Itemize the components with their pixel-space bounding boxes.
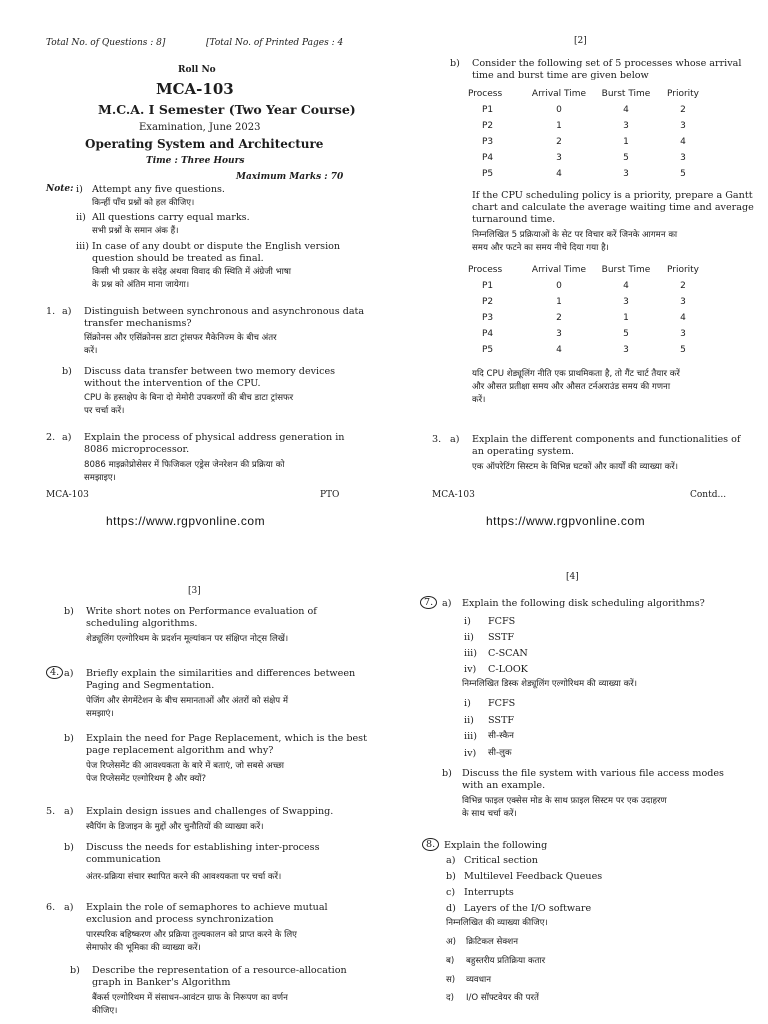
q7b-label: b)	[442, 768, 452, 779]
q2b-hindi-instruction-2: और औसत प्रतीक्षा समय और औसत टर्नअराउंड समय की गणना	[472, 382, 671, 392]
cell-process: P4	[482, 329, 494, 339]
q3a-text-2: an operating system.	[472, 446, 575, 457]
q7a-hindi-item-3: सी-स्कैन	[488, 731, 514, 741]
q7-number	[420, 596, 437, 609]
q1a-hindi-2: करें।	[84, 346, 98, 356]
q6a-text-2: exclusion and process synchronization	[86, 914, 274, 925]
cell-arrival: 1	[556, 297, 562, 307]
table-row	[468, 342, 708, 358]
note-label: Note:	[46, 184, 74, 194]
cell-burst: 3	[623, 169, 629, 179]
q8-hindi-item-c: व्यवधान	[466, 975, 491, 985]
q3b-text-2: scheduling algorithms.	[86, 618, 198, 629]
cell-process: P2	[482, 297, 494, 307]
process-table-header	[468, 262, 708, 278]
q5-number: 5.	[46, 806, 56, 817]
cell-arrival: 0	[556, 281, 562, 291]
q4b-label: b)	[64, 733, 74, 744]
cell-arrival: 2	[556, 313, 562, 323]
q7a-item-4: C-LOOK	[488, 664, 528, 675]
q5a-text: Explain design issues and challenges of Swapping.	[86, 806, 334, 817]
cell-burst: 1	[623, 137, 629, 147]
q6b-text: Describe the representation of a resource-allocation	[92, 965, 347, 976]
table-row	[468, 150, 708, 166]
q7a-item-1: FCFS	[488, 616, 516, 627]
max-marks: Maximum Marks : 70	[236, 172, 344, 182]
cell-priority: 3	[680, 297, 686, 307]
q8-item-a-num: a)	[446, 855, 456, 866]
q3b-hindi: शेड्यूलिंग एल्गोरिथम के प्रदर्शन मूल्यांकन पर संक्षिप्त नोट्स लिखें।	[86, 634, 289, 644]
cell-burst: 1	[623, 313, 629, 323]
note-3-hi-2: के प्रश्न को अंतिम माना जायेगा।	[92, 280, 190, 290]
q7b-text: Discuss the file system with various file access modes	[462, 768, 724, 779]
q7a-item-3-num: iii)	[464, 648, 477, 659]
page-number: [2]	[574, 36, 587, 46]
col-priority: Priority	[666, 89, 700, 99]
q7a-hindi: निम्नलिखित डिस्क शेड्यूलिंग एल्गोरिथम की व्याख्या करें।	[462, 679, 637, 689]
q7a-item-2-num: ii)	[464, 632, 474, 643]
q1b-hindi: CPU के हस्तक्षेप के बिना दो मेमोरी उपकरणों की बीच डाटा ट्रांसफर	[84, 393, 294, 403]
cell-arrival: 1	[556, 121, 562, 131]
q8-item-c: Interrupts	[464, 887, 514, 898]
exam-time: Time : Three Hours	[146, 156, 245, 166]
q2b-instruction: If the CPU scheduling policy is a priority, prepare a Gantt	[472, 190, 753, 201]
col-process: Process	[468, 89, 503, 99]
q8-hindi-item-a-num: अ)	[446, 937, 456, 947]
note-3-en-2: question should be treated as final.	[92, 253, 264, 264]
footer-code: MCA-103	[46, 490, 89, 500]
q5a-hindi: स्वैपिंग के डिजाइन के मुद्दों और चुनौतियों की व्याख्या करें।	[86, 822, 264, 832]
cell-arrival: 3	[556, 153, 562, 163]
page-number: [4]	[566, 572, 579, 582]
cell-process: P5	[482, 169, 494, 179]
col-process: Process	[468, 265, 503, 275]
course-name: M.C.A. I Semester (Two Year Course)	[98, 102, 356, 117]
q5a-label: a)	[64, 806, 74, 817]
q2-number: 2.	[46, 432, 56, 443]
exam-page-3	[0, 512, 384, 1024]
q6a-text: Explain the role of semaphores to achieve mutual	[86, 902, 328, 913]
q7a-item-1-num: i)	[464, 616, 471, 627]
col-arrival-time: Arrival Time	[531, 265, 587, 275]
q7-circled-number: 7.	[420, 596, 437, 609]
table-row	[468, 134, 708, 150]
q7b-hindi: विभिन्न फाइल एक्सेस मोड के साथ फ़ाइल सिस्टम पर एक उदाहरण	[462, 796, 667, 806]
footer-code: MCA-103	[432, 490, 475, 500]
cell-priority: 3	[680, 329, 686, 339]
q8-hindi-item-b-num: ब)	[446, 956, 455, 966]
q7a-hindi-item-1: FCFS	[488, 698, 516, 709]
q1a-label: a)	[62, 306, 72, 317]
cell-burst: 3	[623, 121, 629, 131]
note-2-num: ii)	[76, 212, 86, 223]
cell-arrival: 2	[556, 137, 562, 147]
q6a-hindi: पारस्परिक बहिष्करण और प्रक्रिया तुल्यकालन को प्राप्त करने के लिए	[86, 930, 297, 940]
exam-page-2	[384, 0, 768, 528]
q8-item-a: Critical section	[464, 855, 538, 866]
q6b-label: b)	[70, 965, 80, 976]
cell-priority: 3	[680, 121, 686, 131]
exam-page-4	[384, 512, 768, 1024]
cell-burst: 4	[623, 105, 629, 115]
website-url[interactable]: https://www.rgpvonline.com	[106, 514, 266, 528]
q5b-text-2: communication	[86, 854, 161, 865]
cell-process: P3	[482, 313, 494, 323]
table-row	[468, 294, 708, 310]
note-2-en: All questions carry equal marks.	[92, 212, 250, 223]
website-url[interactable]: https://www.rgpvonline.com	[486, 514, 646, 528]
note-3-en: In case of any doubt or dispute the English version	[92, 241, 341, 252]
q8-hindi-item-d-num: द)	[446, 993, 454, 1003]
q7a-hindi-item-4: सी-लुक	[488, 748, 512, 758]
q3a-text: Explain the different components and functionalities of	[472, 434, 741, 445]
total-questions: Total No. of Questions : 8]	[46, 38, 166, 48]
q2b-instruction-2: chart and calculate the average waiting time and average	[472, 202, 754, 213]
q2a-hindi-2: समझाइए।	[84, 473, 116, 483]
cell-burst: 5	[623, 329, 629, 339]
q4b-text-2: page replacement algorithm and why?	[86, 745, 274, 756]
roll-no: Roll No	[178, 65, 216, 75]
q6a-label: a)	[64, 902, 74, 913]
q2b-text: Consider the following set of 5 processes whose arrival	[472, 58, 742, 69]
q2b-hindi: निम्नलिखित 5 प्रक्रियाओं के सेट पर विचार करें जिनके आगमन का	[472, 230, 678, 240]
q4a-label: a)	[64, 668, 74, 679]
q4b-text: Explain the need for Page Replacement, which is the best	[86, 733, 367, 744]
q8-item-b: Multilevel Feedback Queues	[464, 871, 603, 882]
process-table-header	[468, 86, 708, 102]
q7a-item-2: SSTF	[488, 632, 515, 643]
q8-hindi-item-a: क्रिटिकल सेक्शन	[466, 937, 518, 947]
q1b-text: Discuss data transfer between two memory devices	[84, 366, 336, 377]
q7a-hindi-item-1-num: i)	[464, 698, 471, 709]
q2b-hindi-instruction-3: करें।	[472, 395, 486, 405]
page-number: [3]	[188, 586, 201, 596]
q8-hindi: निम्नलिखित की व्याख्या कीजिए।	[446, 918, 548, 928]
cell-priority: 3	[680, 153, 686, 163]
table-row	[468, 118, 708, 134]
q8-number	[422, 838, 439, 851]
q6-number: 6.	[46, 902, 56, 913]
q7b-text-2: with an example.	[462, 780, 546, 791]
process-table	[468, 86, 708, 182]
q3a-hindi: एक ऑपरेटिंग सिस्टम के विभिन्न घटकों और कार्यों की व्याख्या करें।	[472, 462, 679, 472]
note-3-num: iii)	[76, 241, 89, 252]
cell-priority: 5	[680, 345, 686, 355]
q2a-hindi: 8086 माइक्रोप्रोसेसर में फिजिकल एड्रेस जेनरेशन की प्रक्रिया को	[84, 460, 285, 470]
cell-priority: 4	[680, 313, 686, 323]
q2b-hindi-2: समय और फटने का समय नीचे दिया गया है।	[472, 243, 609, 253]
cell-process: P5	[482, 345, 494, 355]
q7b-hindi-2: के साथ चर्चा करें।	[462, 809, 517, 819]
q1a-text: Distinguish between synchronous and asynchronous data	[84, 306, 365, 317]
q8-item-c-num: c)	[446, 887, 456, 898]
cell-burst: 4	[623, 281, 629, 291]
cell-priority: 5	[680, 169, 686, 179]
q4b-hindi-2: पेज रिप्लेसमेंट एल्गोरिथम है और क्यों?	[86, 774, 207, 784]
q3b-text: Write short notes on Performance evaluation of	[86, 606, 317, 617]
q2b-text-2: time and burst time are given below	[472, 70, 649, 81]
q8-hindi-item-c-num: स)	[446, 975, 456, 985]
footer-contd: Contd...	[690, 490, 727, 500]
q1a-hindi: सिंक्रोनस और एसिंक्रोनस डाटा ट्रांसफर मैकेनिज्म के बीच अंतर	[84, 333, 277, 343]
q2b-hindi-instruction: यदि CPU शेड्यूलिंग नीति एक प्राथमिकता है, तो गैंट चार्ट तैयार करें	[472, 369, 680, 379]
cell-arrival: 4	[556, 169, 562, 179]
q5b-text: Discuss the needs for establishing inter-process	[86, 842, 320, 853]
note-2-hi: सभी प्रश्नों के समान अंक हैं।	[92, 226, 179, 236]
q2a-text: Explain the process of physical address generation in	[84, 432, 345, 443]
q8-item-b-num: b)	[446, 871, 456, 882]
q6b-hindi: बैंकर्स एल्गोरिथम में संसाधन-आवंटन ग्राफ के निरूपण का वर्णन	[92, 993, 288, 1003]
q7a-text: Explain the following disk scheduling algorithms?	[462, 598, 705, 609]
exam-session: Examination, June 2023	[139, 122, 261, 133]
cell-process: P4	[482, 153, 494, 163]
q4-circled-number: 4.	[46, 666, 63, 679]
cell-process: P3	[482, 137, 494, 147]
q8-hindi-item-d: I/O सॉफ्टवेयर की परतें	[466, 993, 539, 1003]
course-code: MCA-103	[156, 80, 234, 98]
q2b-label: b)	[450, 58, 460, 69]
cell-process: P2	[482, 121, 494, 131]
note-1-hi: किन्हीं पाँच प्रश्नों को हल कीजिए।	[92, 198, 195, 208]
q4a-hindi: पेजिंग और सेगमेंटेशन के बीच समानताओं और अंतरों को संक्षेप में	[86, 696, 289, 706]
q2a-text-2: 8086 microprocessor.	[84, 444, 190, 455]
q1b-text-2: without the intervention of the CPU.	[84, 378, 261, 389]
q7a-item-4-num: iv)	[464, 664, 477, 675]
cell-burst: 5	[623, 153, 629, 163]
cell-priority: 2	[680, 281, 686, 291]
q8-item-d: Layers of the I/O software	[464, 903, 592, 914]
q7a-hindi-item-3-num: iii)	[464, 731, 477, 742]
total-pages: [Total No. of Printed Pages : 4	[206, 38, 344, 48]
col-burst-time: Burst Time	[601, 265, 651, 275]
q6b-hindi-2: कीजिए।	[92, 1006, 118, 1016]
col-burst-time: Burst Time	[601, 89, 651, 99]
q1b-label: b)	[62, 366, 72, 377]
q4a-text: Briefly explain the similarities and differences between	[86, 668, 356, 679]
q3a-label: a)	[450, 434, 460, 445]
q3b-label: b)	[64, 606, 74, 617]
note-1-num: i)	[76, 184, 83, 195]
q7a-hindi-item-2-num: ii)	[464, 715, 474, 726]
q2a-label: a)	[62, 432, 72, 443]
q1a-text-2: transfer mechanisms?	[84, 318, 192, 329]
table-row	[468, 310, 708, 326]
subject-title: Operating System and Architecture	[85, 137, 324, 151]
cell-process: P1	[482, 105, 494, 115]
cell-burst: 3	[623, 297, 629, 307]
q7a-hindi-item-2: SSTF	[488, 715, 515, 726]
q6b-text-2: graph in Banker's Algorithm	[92, 977, 231, 988]
q6a-hindi-2: सेमाफोर की भूमिका की व्याख्या करें।	[86, 943, 201, 953]
q8-hindi-item-b: बहुस्तरीय प्रतिक्रिया कतार	[466, 956, 546, 966]
q7a-label: a)	[442, 598, 452, 609]
col-arrival-time: Arrival Time	[531, 89, 587, 99]
q8-circled-number: 8.	[422, 838, 439, 851]
q7a-item-3: C-SCAN	[488, 648, 528, 659]
q4-number	[46, 666, 63, 679]
cell-burst: 3	[623, 345, 629, 355]
col-priority: Priority	[666, 265, 700, 275]
q5b-label: b)	[64, 842, 74, 853]
cell-priority: 4	[680, 137, 686, 147]
q8-text: Explain the following	[444, 840, 548, 851]
cell-arrival: 3	[556, 329, 562, 339]
q1-number: 1.	[46, 306, 56, 317]
note-3-hi: किसी भी प्रकार के संदेह अथवा विवाद की स्थिति में अंग्रेजी भाषा	[92, 267, 292, 277]
cell-arrival: 4	[556, 345, 562, 355]
cell-process: P1	[482, 281, 494, 291]
q4a-text-2: Paging and Segmentation.	[86, 680, 215, 691]
q2b-instruction-3: turnaround time.	[472, 214, 556, 225]
footer-pto: PTO	[320, 490, 340, 500]
q5b-hindi: अंतर-प्रक्रिया संचार स्थापित करने की आवश्यकता पर चर्चा करें।	[86, 872, 282, 882]
q7a-hindi-item-4-num: iv)	[464, 748, 477, 759]
table-row	[468, 166, 708, 182]
table-row	[468, 278, 708, 294]
process-table-hindi	[468, 262, 708, 358]
q3-number: 3.	[432, 434, 442, 445]
q4a-hindi-2: समझाएं।	[86, 709, 114, 719]
note-1-en: Attempt any five questions.	[92, 184, 225, 195]
table-row	[468, 102, 708, 118]
q8-item-d-num: d)	[446, 903, 456, 914]
table-row	[468, 326, 708, 342]
exam-page-1	[0, 0, 384, 528]
q4b-hindi: पेज रिप्लेसमेंट की आवश्यकता के बारे में बताएं, जो सबसे अच्छा	[86, 761, 284, 771]
cell-priority: 2	[680, 105, 686, 115]
cell-arrival: 0	[556, 105, 562, 115]
q1b-hindi-2: पर चर्चा करें।	[84, 406, 125, 416]
